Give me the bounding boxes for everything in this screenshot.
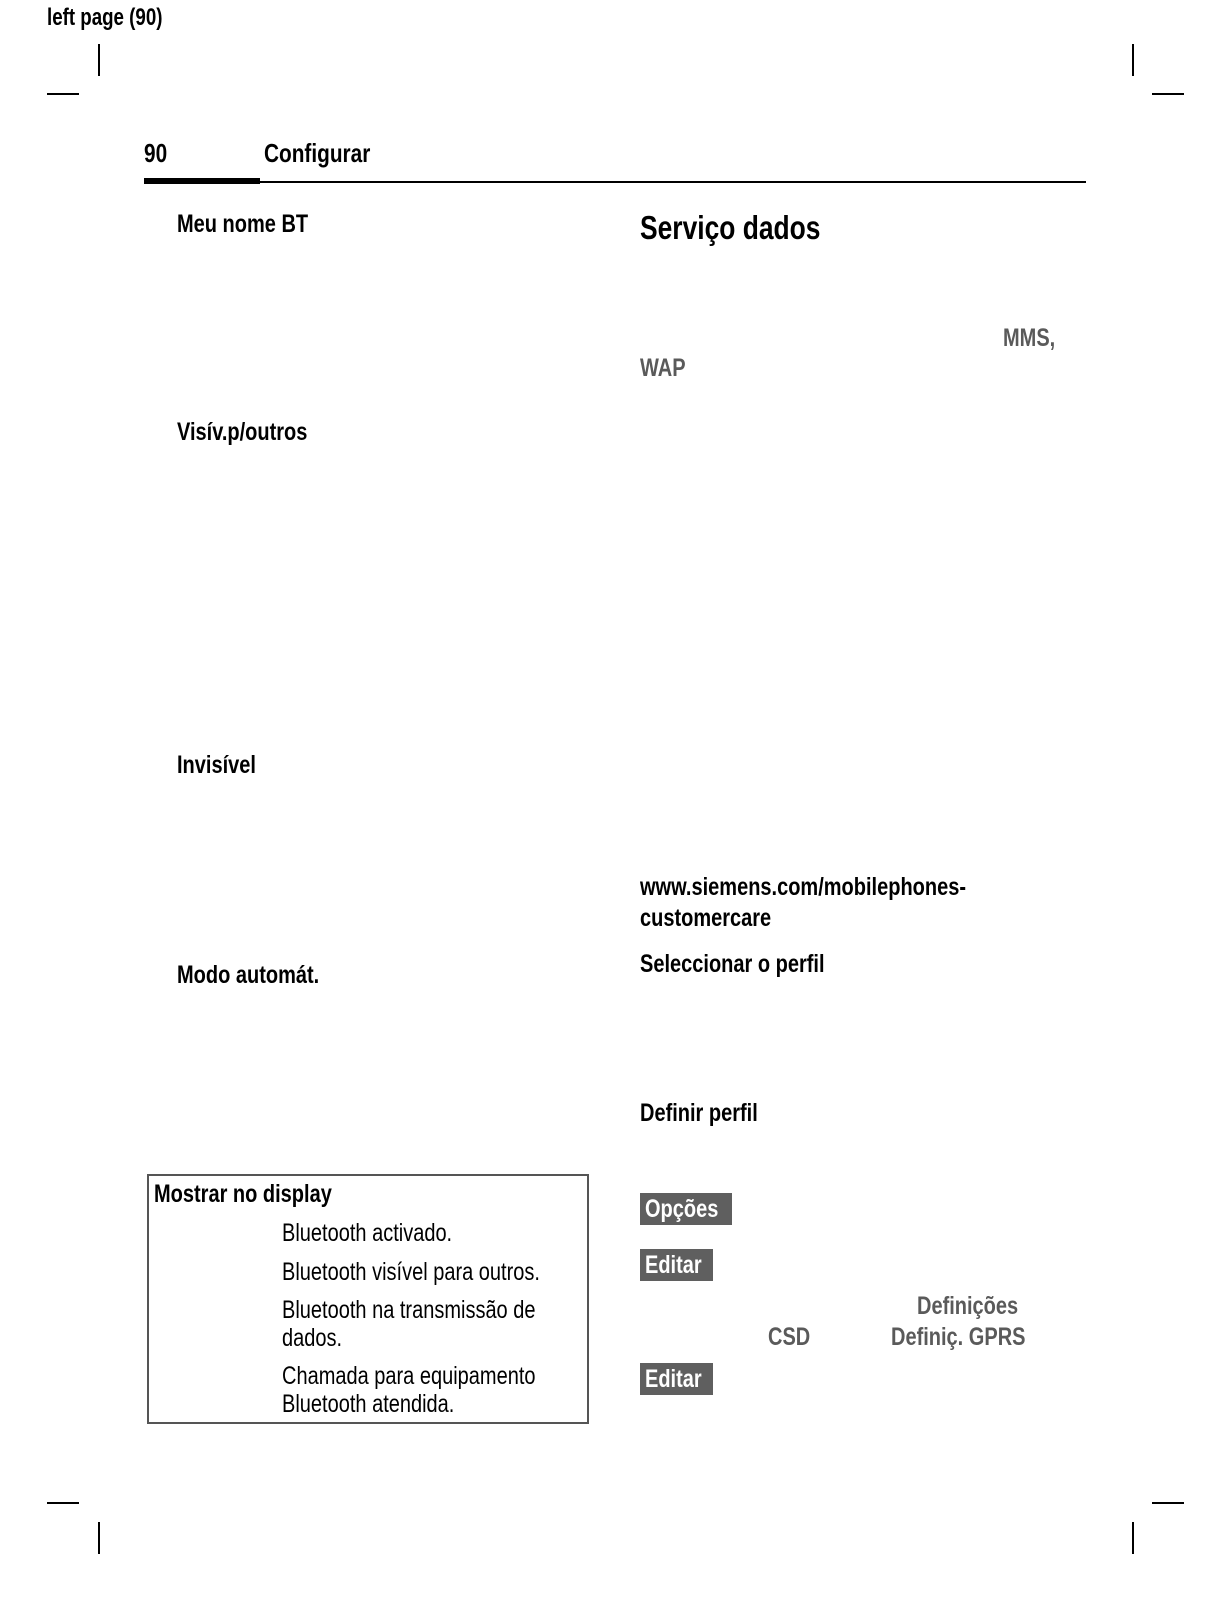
term-wap: WAP bbox=[640, 354, 686, 382]
term-mms: MMS, bbox=[1003, 324, 1056, 352]
crop-mark-tl-v bbox=[98, 44, 100, 76]
term-meu-nome-bt: Meu nome BT bbox=[177, 210, 309, 238]
term-definicoes: Definições bbox=[917, 1292, 1019, 1320]
display-item-visible: Bluetooth visível para outros. bbox=[282, 1258, 540, 1286]
section-heading: Serviço dados bbox=[640, 209, 821, 246]
crop-mark-bl-h bbox=[47, 1502, 79, 1504]
term-define-profile: Definir perfil bbox=[640, 1099, 758, 1127]
term-modo-automatico: Modo automát. bbox=[177, 961, 320, 989]
term-defin-gprs: Definiç. GPRS bbox=[891, 1323, 1026, 1351]
term-select-profile: Seleccionar o perfil bbox=[640, 950, 825, 978]
softkey-opcoes: Opções bbox=[640, 1193, 732, 1225]
crop-mark-tr-v bbox=[1132, 44, 1134, 76]
display-item-activated: Bluetooth activado. bbox=[282, 1219, 453, 1247]
page-number: 90 bbox=[144, 138, 168, 168]
term-invisivel: Invisível bbox=[177, 751, 256, 779]
display-item-call-answered: Chamada para equipamento Bluetooth atendida. bbox=[282, 1362, 536, 1418]
support-url-line2: customercare bbox=[640, 904, 772, 932]
softkey-editar-1: Editar bbox=[640, 1249, 713, 1281]
corner-label: left page (90) bbox=[47, 4, 163, 31]
header-rule bbox=[144, 181, 1086, 183]
crop-mark-tl-h bbox=[47, 93, 79, 95]
section-title: Configurar bbox=[264, 138, 371, 168]
crop-mark-br-h bbox=[1152, 1502, 1184, 1504]
crop-mark-br-v bbox=[1132, 1522, 1134, 1554]
term-csd: CSD bbox=[768, 1323, 811, 1351]
softkey-editar-2: Editar bbox=[640, 1363, 713, 1395]
support-url-line1: www.siemens.com/mobilephones- bbox=[640, 873, 966, 901]
display-box-title: Mostrar no display bbox=[154, 1180, 332, 1208]
term-visivel-outros: Visív.p/outros bbox=[177, 418, 308, 446]
crop-mark-bl-v bbox=[98, 1522, 100, 1554]
crop-mark-tr-h bbox=[1152, 93, 1184, 95]
display-item-data-transfer: Bluetooth na transmissão de dados. bbox=[282, 1296, 536, 1352]
